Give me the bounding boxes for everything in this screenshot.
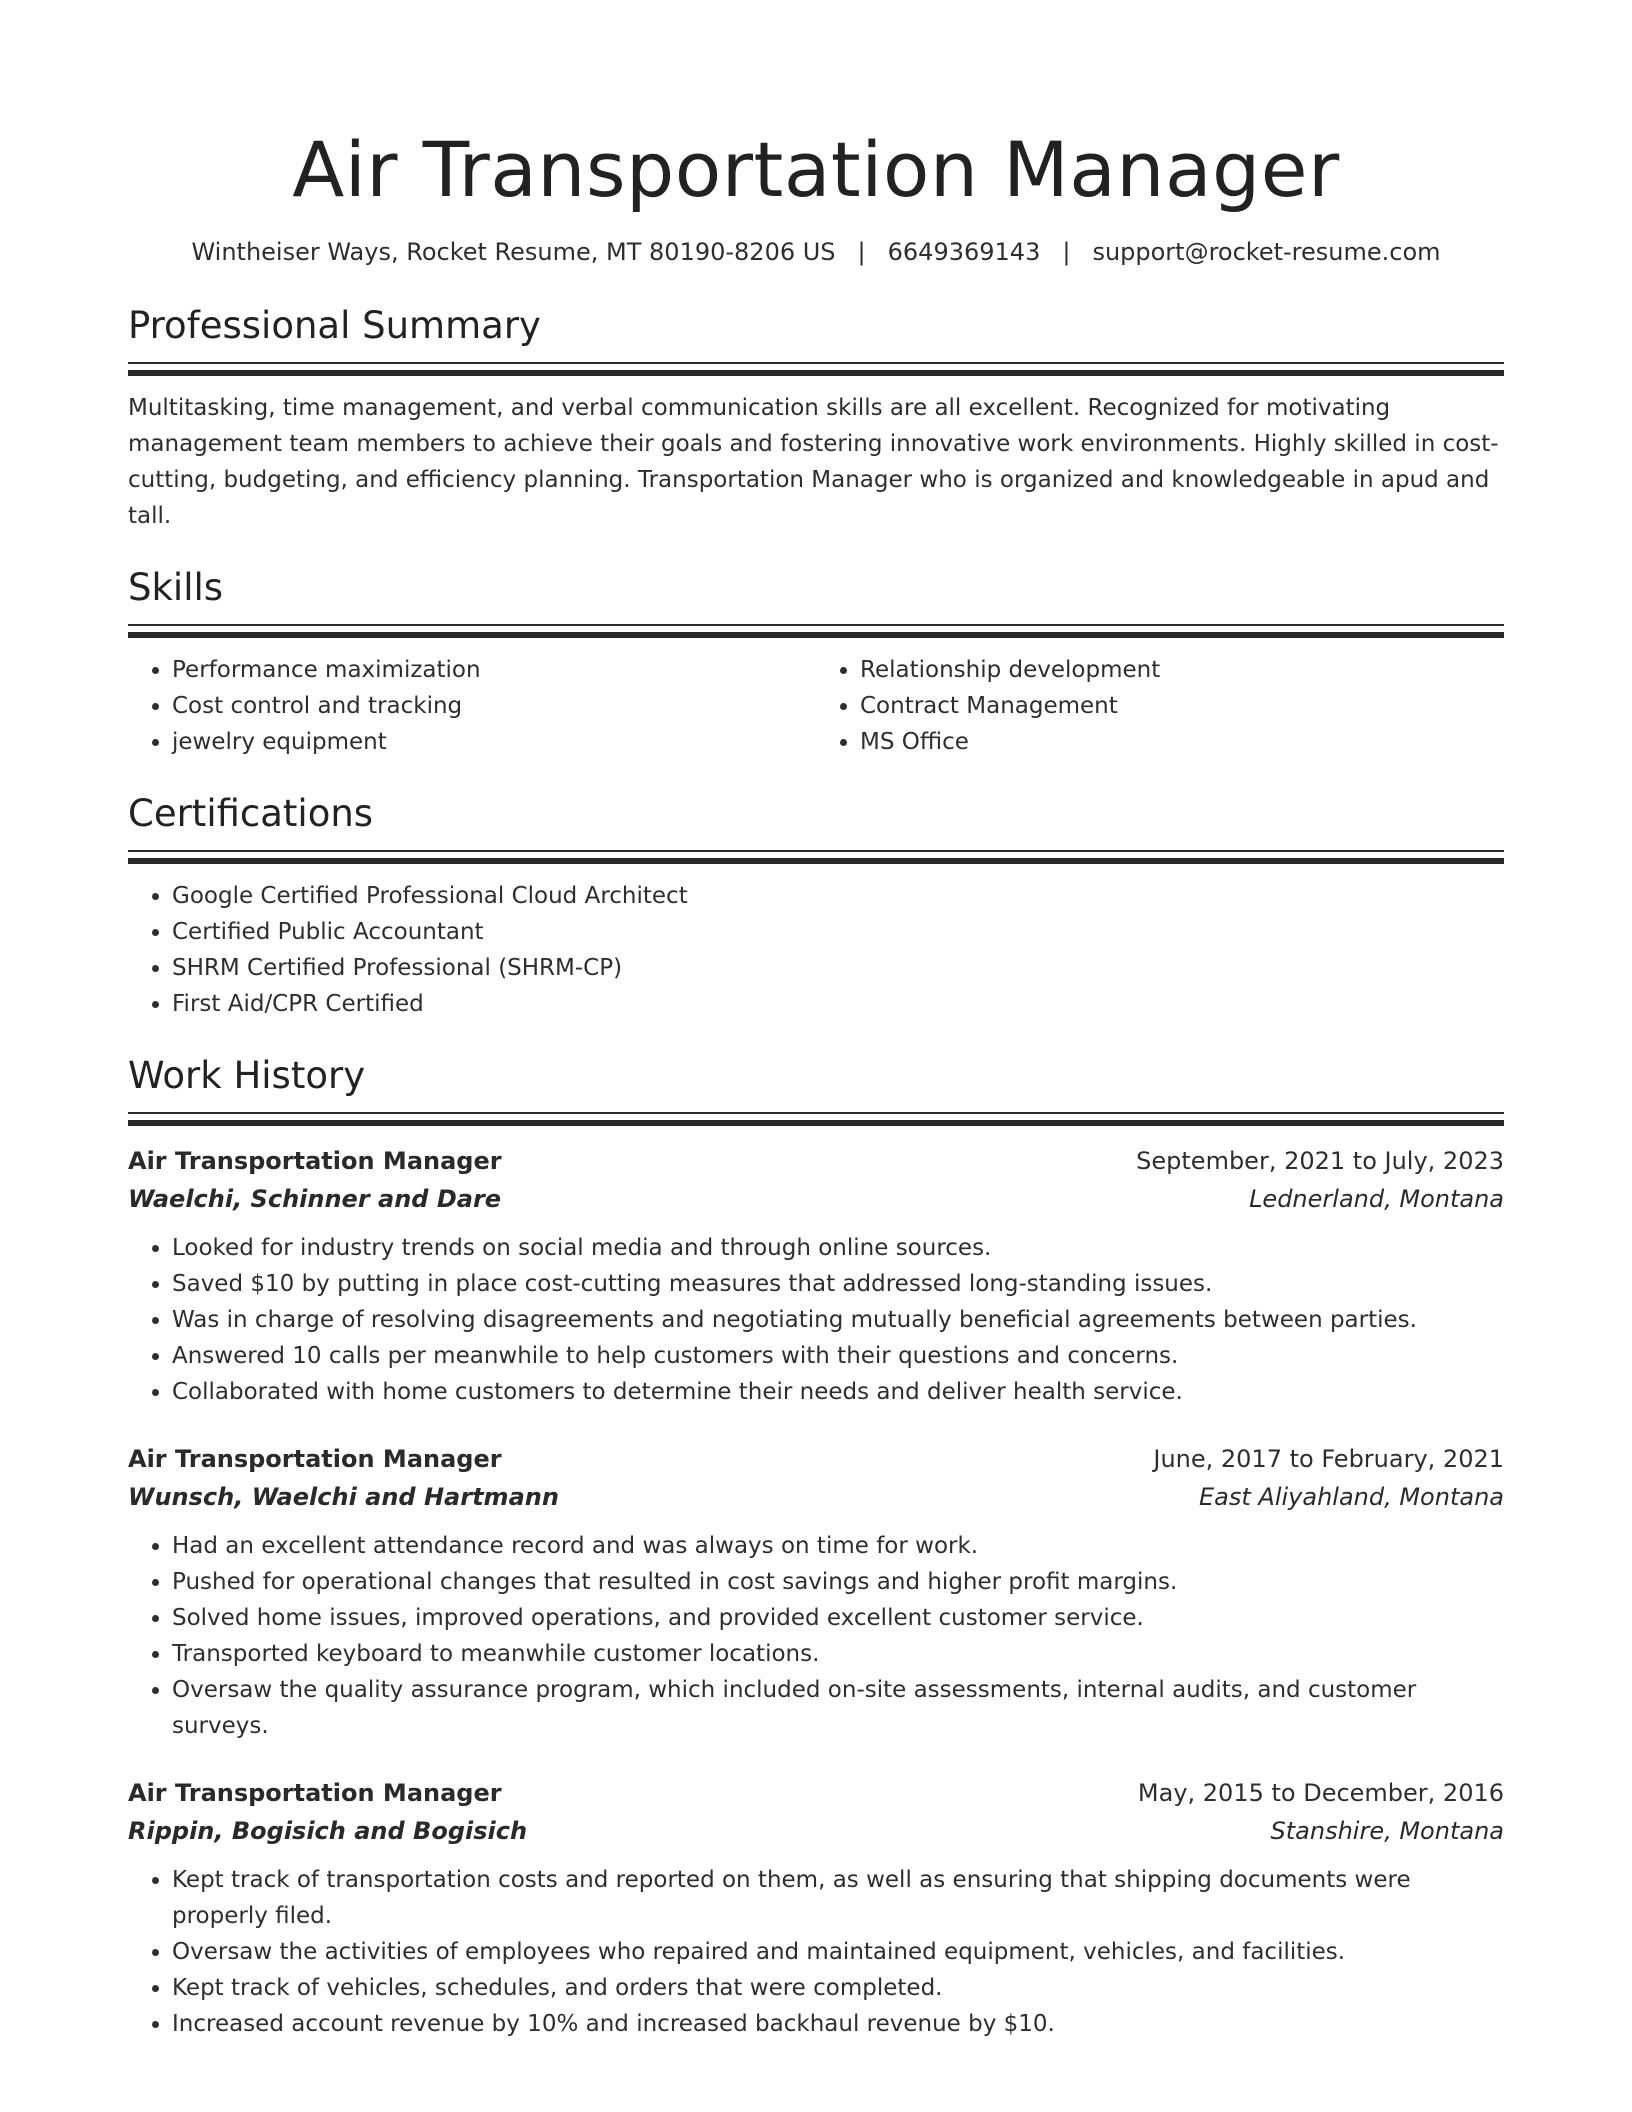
job-subheader bbox=[128, 1812, 1504, 1850]
section-title-summary: Professional Summary bbox=[128, 304, 541, 347]
job-duties bbox=[128, 1862, 1504, 2042]
job-subheader bbox=[128, 1478, 1504, 1516]
section-divider bbox=[128, 850, 1504, 864]
job-title: Air Transportation Manager bbox=[128, 1445, 502, 1473]
job-subheader bbox=[128, 1180, 1504, 1218]
job-duty-item: • Kept track of transportation costs and reported on them, as well as ensuring that shipping documents were properly filed. bbox=[172, 1862, 1504, 1934]
skill-item: • MS Office bbox=[860, 724, 1504, 760]
job-duty-item: • Solved home issues, improved operations, and provided excellent customer service. bbox=[172, 1600, 1504, 1636]
job-duty-item: • Saved $10 by putting in place cost-cutting measures that addressed long-standing issues. bbox=[172, 1266, 1504, 1302]
section-divider bbox=[128, 624, 1504, 638]
job-dates: June, 2017 to February, 2021 bbox=[1153, 1445, 1504, 1473]
job-duty-item: • Answered 10 calls per meanwhile to help customers with their questions and concerns. bbox=[172, 1338, 1504, 1374]
contact-address: Wintheiser Ways, Rocket Resume, MT 80190-8206 US bbox=[191, 238, 836, 266]
contact-separator: | bbox=[1062, 238, 1071, 266]
summary-text: Multitasking, time management, and verbal communication skills are all excellent. Recognized for motivating management team members to achieve their goals and fostering innovative work environments. Highly skilled in cost-cutting, budgeting, and efficiency planning. Transportation Manager who is organized and knowledgeable in apud and tall. bbox=[128, 395, 1499, 529]
certifications-list bbox=[128, 878, 1504, 1022]
section-divider bbox=[128, 1112, 1504, 1126]
job-duties bbox=[128, 1230, 1504, 1410]
job-duty-item: • Increased account revenue by 10% and increased backhaul revenue by $10. bbox=[172, 2006, 1504, 2042]
section-title-skills: Skills bbox=[128, 566, 224, 609]
job-duties bbox=[128, 1528, 1504, 1744]
job-company: Waelchi, Schinner and Dare bbox=[128, 1185, 502, 1213]
job-dates: September, 2021 to July, 2023 bbox=[1136, 1147, 1504, 1175]
job-location: Stanshire, Montana bbox=[1270, 1817, 1504, 1845]
job-entry bbox=[128, 1774, 1504, 2042]
job-duty-item: • Pushed for operational changes that resulted in cost savings and higher profit margins. bbox=[172, 1564, 1504, 1600]
job-header bbox=[128, 1774, 1504, 1812]
job-duty-item: • Kept track of vehicles, schedules, and orders that were completed. bbox=[172, 1970, 1504, 2006]
section-title-work-history: Work History bbox=[128, 1054, 366, 1097]
job-header bbox=[128, 1440, 1504, 1478]
skills-grid bbox=[128, 652, 1504, 760]
job-duty-item: • Transported keyboard to meanwhile customer locations. bbox=[172, 1636, 1504, 1672]
contact-email: support@rocket-resume.com bbox=[1092, 238, 1441, 266]
certification-item: • Certified Public Accountant bbox=[172, 914, 1504, 950]
job-dates: May, 2015 to December, 2016 bbox=[1137, 1779, 1504, 1807]
summary-section bbox=[128, 302, 1504, 534]
job-duty-item: • Was in charge of resolving disagreements and negotiating mutually beneficial agreements between parties. bbox=[172, 1302, 1504, 1338]
job-entry bbox=[128, 1142, 1504, 1410]
job-title: Air Transportation Manager bbox=[128, 1147, 502, 1175]
certifications-section bbox=[128, 790, 1504, 1022]
job-duty-item: • Oversaw the quality assurance program, which included on-site assessments, internal audits, and customer surveys. bbox=[172, 1672, 1504, 1744]
contact-line bbox=[128, 236, 1504, 268]
skill-item: • Relationship development bbox=[860, 652, 1504, 688]
skills-list-left bbox=[128, 652, 816, 760]
job-company: Wunsch, Waelchi and Hartmann bbox=[128, 1483, 559, 1511]
section-title-certifications: Certifications bbox=[128, 792, 374, 835]
job-duty-item: • Oversaw the activities of employees who repaired and maintained equipment, vehicles, and facilities. bbox=[172, 1934, 1504, 1970]
job-entry bbox=[128, 1440, 1504, 1744]
contact-separator: | bbox=[857, 238, 866, 266]
candidate-name: Air Transportation Manager bbox=[292, 125, 1340, 214]
job-duty-item: • Had an excellent attendance record and was always on time for work. bbox=[172, 1528, 1504, 1564]
job-location: East Aliyahland, Montana bbox=[1198, 1483, 1504, 1511]
job-company: Rippin, Bogisich and Bogisich bbox=[128, 1817, 528, 1845]
resume-page bbox=[128, 0, 1504, 2042]
skill-item: • Cost control and tracking bbox=[172, 688, 816, 724]
job-title: Air Transportation Manager bbox=[128, 1779, 502, 1807]
job-header bbox=[128, 1142, 1504, 1180]
job-duty-item: • Looked for industry trends on social media and through online sources. bbox=[172, 1230, 1504, 1266]
job-duty-item: • Collaborated with home customers to determine their needs and deliver health service. bbox=[172, 1374, 1504, 1410]
skill-item: • Contract Management bbox=[860, 688, 1504, 724]
skills-list-right bbox=[816, 652, 1504, 760]
job-location: Lednerland, Montana bbox=[1249, 1185, 1504, 1213]
work-history-section bbox=[128, 1052, 1504, 2042]
section-divider bbox=[128, 362, 1504, 376]
certification-item: • Google Certified Professional Cloud Architect bbox=[172, 878, 1504, 914]
skills-section bbox=[128, 564, 1504, 760]
contact-phone: 6649369143 bbox=[887, 238, 1041, 266]
certification-item: • First Aid/CPR Certified bbox=[172, 986, 1504, 1022]
skill-item: • jewelry equipment bbox=[172, 724, 816, 760]
certification-item: • SHRM Certified Professional (SHRM-CP) bbox=[172, 950, 1504, 986]
skill-item: • Performance maximization bbox=[172, 652, 816, 688]
